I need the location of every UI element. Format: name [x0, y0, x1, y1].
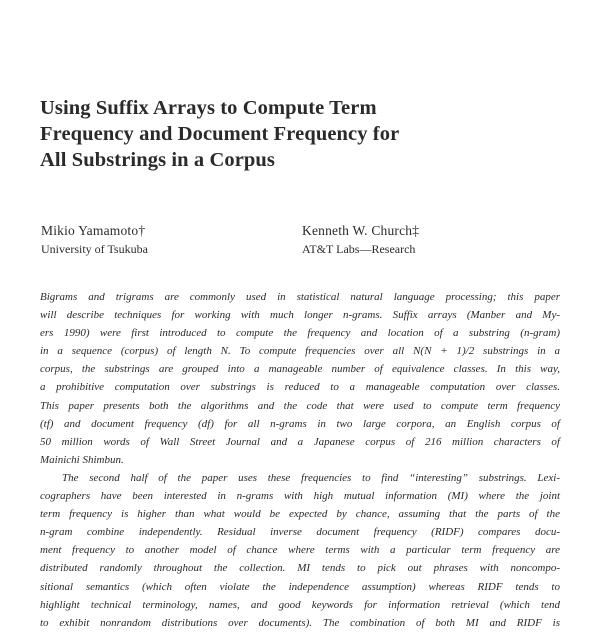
abstract	[40, 288, 560, 632]
paper-title	[40, 95, 560, 173]
abstract-line: cographers have been interested in n-grams with high mutual information (MI) where the joint	[40, 490, 560, 503]
abstract-line: term frequency is higher than what would be expected by chance, assuming that the parts of the	[40, 508, 560, 521]
abstract-line: will describe techniques for working with much longer n-grams. Suffix arrays (Manber and My-	[40, 309, 560, 322]
abstract-line: n-gram combine independently. Residual inverse document frequency (RIDF) compares docu-	[40, 526, 560, 539]
author-block	[41, 221, 148, 259]
abstract-line: Bigrams and trigrams are commonly used in statistical natural language processing; this paper	[40, 291, 560, 303]
abstract-line: Mainichi Shimbun.	[40, 453, 124, 466]
abstract-line: sitional semantics (which often violate the independence assumption) whereas RIDF tends to	[40, 580, 560, 593]
abstract-line: corpus, the substrings are grouped into a manageable number of equivalence classes. In this way,	[40, 363, 560, 376]
author-block	[302, 221, 419, 259]
abstract-line: distributed randomly throughout the collection. MI tends to pick out phrases with noncompo-	[40, 562, 560, 575]
title-line: Using Suffix Arrays to Compute Term	[40, 97, 377, 119]
abstract-line: to exhibit nonrandom distributions over documents). The combination of both MI and RIDF is	[40, 616, 560, 629]
abstract-line: a prohibitive computation over substrings is reduced to a manageable computation over classes.	[40, 381, 560, 394]
abstract-line: highlight technical terminology, names, and good keywords for information retrieval (which tend	[40, 598, 560, 611]
abstract-line: The second half of the paper uses these frequencies to find “interesting” substrings. Lexi-	[62, 471, 560, 484]
title-line: All Substrings in a Corpus	[40, 149, 276, 171]
author-affiliation: AT&T Labs—Research	[302, 242, 416, 256]
abstract-line: 50 million words of Wall Street Journal and a Japanese corpus of 216 million characters of	[40, 435, 560, 448]
abstract-line: ment frequency to another model of chance where terms with a particular term frequency are	[40, 544, 560, 557]
author-name: Mikio Yamamoto†	[41, 223, 146, 238]
abstract-line: ers 1990) were first introduced to compute the frequency and location of a substring (n-gram)	[40, 327, 560, 340]
author-affiliation: University of Tsukuba	[41, 242, 148, 256]
author-name: Kenneth W. Church‡	[302, 223, 420, 238]
abstract-line: (tf) and document frequency (df) for all n-grams in two large corpora, an English corpus of	[40, 417, 560, 430]
title-line: Frequency and Document Frequency for	[40, 123, 400, 145]
abstract-line: in a sequence (corpus) of length N. To compute frequencies over all N(N + 1)/2 substrings in a	[40, 345, 560, 358]
abstract-line: This paper presents both the algorithms and the code that were used to compute term frequency	[40, 399, 560, 412]
